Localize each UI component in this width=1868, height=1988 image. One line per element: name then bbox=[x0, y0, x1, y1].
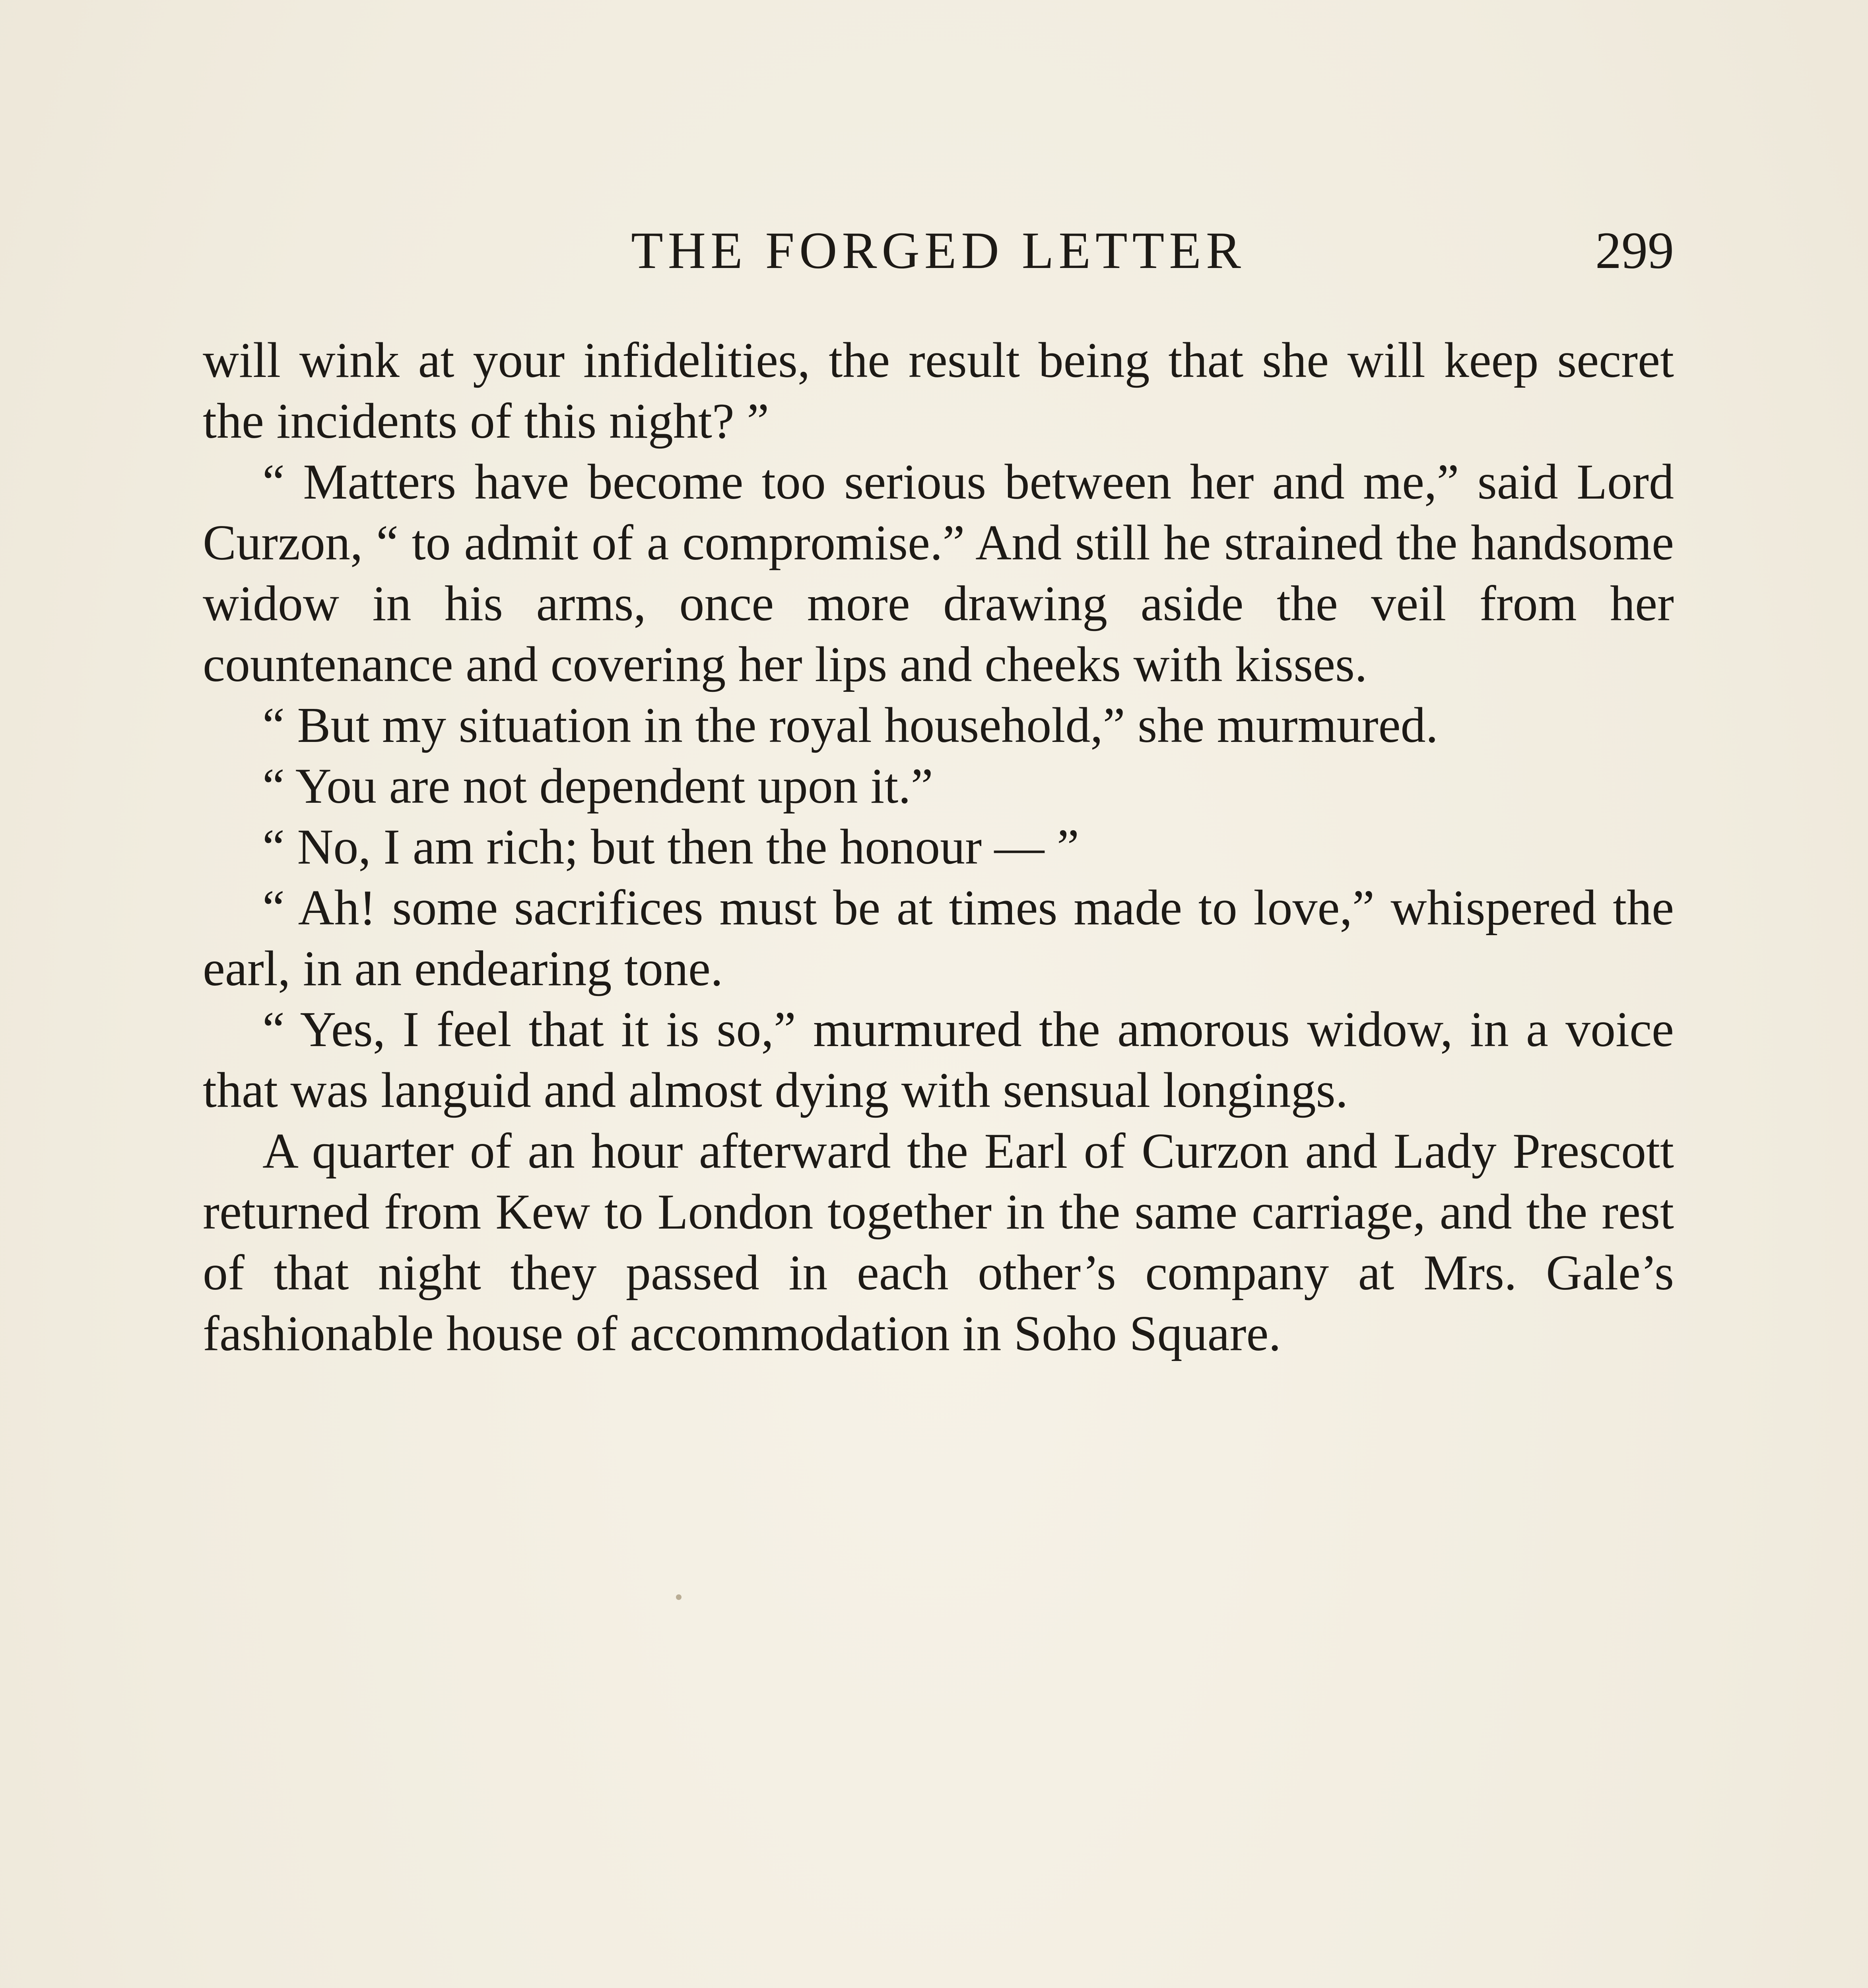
paragraph: “ You are not dependent upon it.” bbox=[262, 759, 933, 814]
running-title: THE FORGED LETTER bbox=[631, 221, 1246, 280]
paragraph: “ Matters have become too serious between her and me,” said Lord Curzon, “ to admit of a compromise.” And still he strained the handsome widow in his arms, once more drawing aside the veil from her countenance and covering her lips and cheeks with kisses. bbox=[203, 454, 1674, 692]
page-number: 299 bbox=[1595, 221, 1674, 280]
paragraph: “ But my situation in the royal household,” she murmured. bbox=[262, 698, 1439, 753]
paragraph: “ No, I am rich; but then the honour — ” bbox=[262, 819, 1079, 875]
paragraph: A quarter of an hour afterward the Earl of Curzon and Lady Prescott returned from Kew to London together in the same carriage, and the rest of that night they passed in each other’s company at Mrs. Gale’s fashionable house of accommodation in Soho Square. bbox=[203, 1124, 1674, 1361]
paragraph: “ Ah! some sacrifices must be at times made to love,” whispered the earl, in an endearing tone. bbox=[203, 880, 1674, 996]
paragraph: will wink at your infidelities, the result being that she will keep secret the incidents of this night? ” bbox=[203, 333, 1674, 449]
running-head bbox=[203, 217, 1674, 284]
paragraph: “ Yes, I feel that it is so,” murmured the amorous widow, in a voice that was languid and almost dying with sensual longings. bbox=[203, 1002, 1674, 1118]
paper-speck bbox=[676, 1594, 682, 1600]
body-text bbox=[203, 330, 1674, 1364]
